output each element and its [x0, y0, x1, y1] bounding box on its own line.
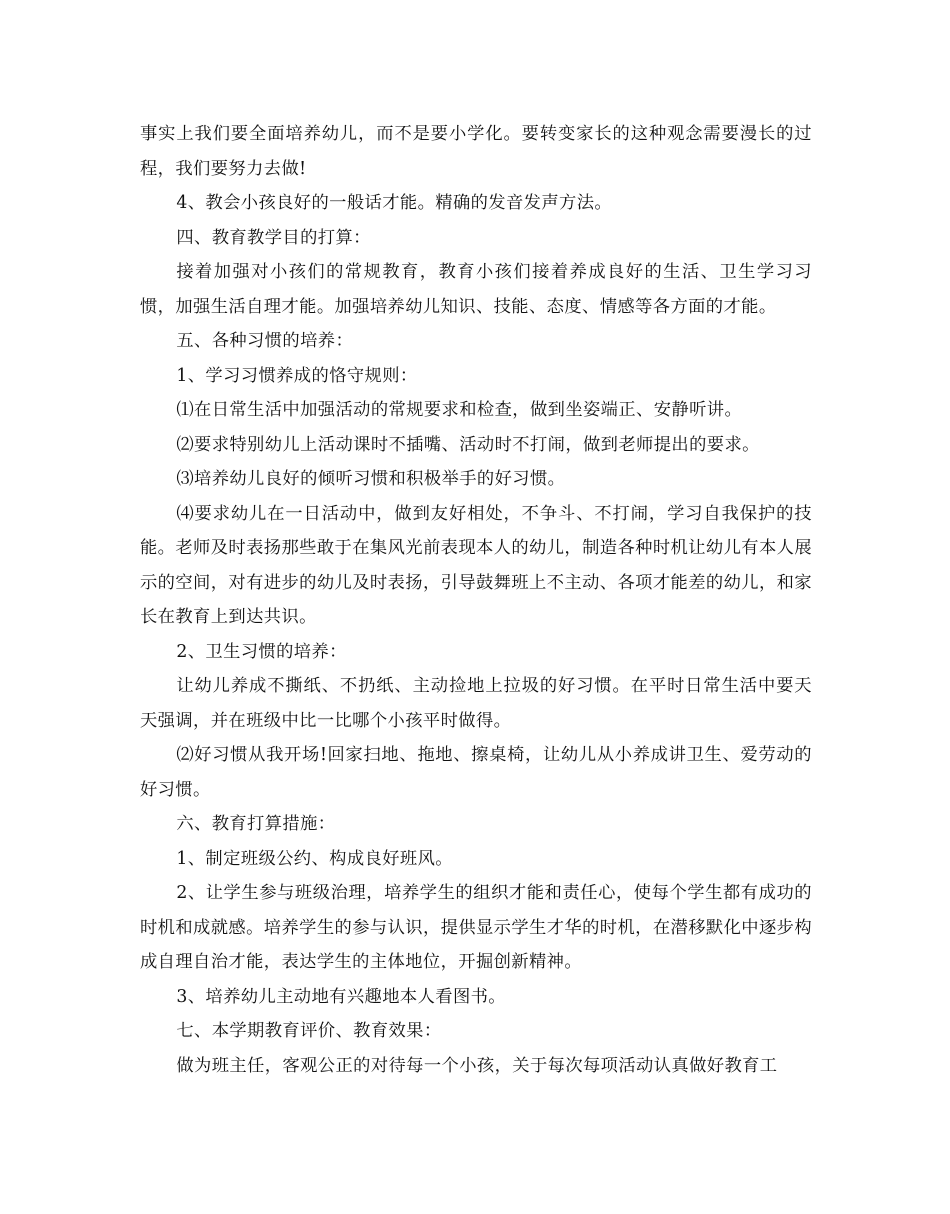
list-item: ⑴在日常生活中加强活动的常规要求和检查，做到坐姿端正、安静听讲。 — [176, 400, 743, 420]
section-heading: 五、各种习惯的培养： — [176, 331, 354, 351]
list-item: ⑷要求幼儿在一日活动中，做到友好相处，不争斗、不打闹，学习自我保护的技能。老师及时表扬那些敢于在集风光前表现本人的幼儿，制造各种时机让幼儿有本人展示的空间，对有进步的幼儿及时表扬，引导鼓舞班上不主动、各项才能差的幼儿，和家长在教育上到达共识。 — [140, 503, 812, 627]
list-item: 2、让学生参与班级治理，培养学生的组织才能和责任心，使每个学生都有成功的时机和成就感。培养学生的参与认识，提供显示学生才华的时机，在潜移默化中逐步构成自理自治才能，表达学生的主体地位，开掘创新精神。 — [140, 883, 812, 972]
paragraph: 接着加强对小孩们的常规教育，教育小孩们接着养成良好的生活、卫生学习习惯，加强生活自理才能。加强培养幼儿知识、技能、态度、情感等各方面的才能。 — [140, 262, 812, 317]
section-heading: 四、教育教学目的打算： — [176, 227, 371, 248]
paragraph: 事实上我们要全面培养幼儿，而不是要小学化。要转变家长的这种观念需要漫长的过程，我们要努力去做! — [140, 124, 812, 179]
section-heading: 六、教育打算措施： — [176, 814, 336, 834]
list-item: 1、制定班级公约、构成良好班风。 — [176, 848, 453, 869]
list-item: ⑶培养幼儿良好的倾听习惯和积极举手的好习惯。 — [176, 469, 566, 489]
subsection-heading: 1、学习习惯养成的恪守规则： — [176, 365, 418, 386]
list-item: ⑵好习惯从我开场!回家扫地、拖地、擦桌椅，让幼儿从小养成讲卫生、爱劳动的好习惯。 — [140, 745, 812, 800]
paragraph: 做为班主任，客观公正的对待每一个小孩，关于每次每项活动认真做好教育工 — [176, 1055, 778, 1076]
section-heading: 七、本学期教育评价、教育效果： — [176, 1021, 442, 1041]
paragraph: 让幼儿养成不撕纸、不扔纸、主动捡地上拉圾的好习惯。在平时日常生活中要天天强调，并在班级中比一比哪个小孩平时做得。 — [140, 676, 812, 731]
paragraph: 4、教会小孩良好的一般话才能。精确的发音发声方法。 — [176, 193, 613, 213]
list-item: ⑵要求特别幼儿上活动课时不插嘴、活动时不打闹，做到老师提出的要求。 — [176, 434, 760, 455]
document-body — [140, 117, 812, 1083]
list-item: 3、培养幼儿主动地有兴趣地本人看图书。 — [176, 986, 506, 1007]
subsection-heading: 2、卫生习惯的培养： — [176, 641, 347, 662]
